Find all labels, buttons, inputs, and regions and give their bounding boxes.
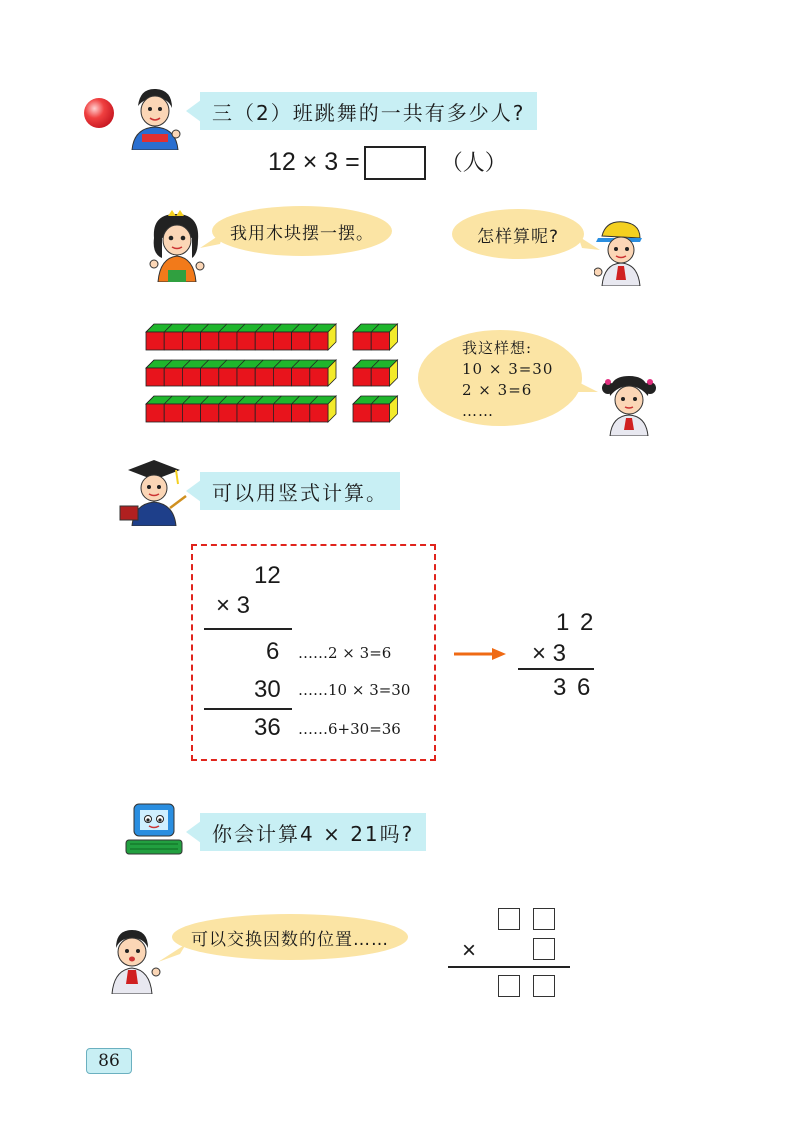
pointing-boy-icon <box>104 926 162 994</box>
computer-character-icon <box>120 800 186 858</box>
boy-character-icon <box>124 84 184 150</box>
multiplicand: 12 <box>254 562 281 589</box>
answer-box[interactable] <box>364 146 426 180</box>
divider-line <box>204 628 292 630</box>
question-text: 三（2）班跳舞的一共有多少人? <box>212 100 526 125</box>
practice-question-bubble <box>200 813 426 851</box>
blank-box[interactable] <box>498 975 520 997</box>
block-cube <box>273 368 291 386</box>
vertical-method-bubble <box>200 472 400 510</box>
girl-speech-bubble <box>212 206 392 256</box>
bubble-tail <box>158 944 186 964</box>
thinking-line-2: 2 × 3=6 <box>462 381 533 399</box>
block-cube <box>353 368 371 386</box>
note-2: ……10 × 3=30 <box>298 681 411 699</box>
equation-text: 12 × 3 = <box>268 148 360 176</box>
short-product: 3 6 <box>553 674 593 701</box>
block-cube <box>237 368 255 386</box>
block-cube <box>164 332 182 350</box>
block-cube <box>310 404 328 422</box>
boy-speech-text: 怎样算呢? <box>476 226 560 247</box>
block-cube <box>273 404 291 422</box>
boy-speech-bubble <box>452 209 584 259</box>
block-cube <box>255 404 273 422</box>
page-number-text: 86 <box>98 1051 120 1071</box>
unit-label: （人） <box>440 151 507 176</box>
blank-box[interactable] <box>533 975 555 997</box>
equation-row <box>268 146 507 180</box>
blank-box[interactable] <box>533 938 555 960</box>
block-cube <box>353 404 371 422</box>
partial-product-1: 6 <box>266 638 280 665</box>
block-cube <box>201 404 219 422</box>
block-cube <box>219 332 237 350</box>
block-cube <box>310 332 328 350</box>
block-cube <box>292 368 310 386</box>
hint-speech-bubble <box>172 914 408 960</box>
pigtail-girl-icon <box>600 370 658 436</box>
block-cube <box>182 332 200 350</box>
practice-mult-sign: × <box>462 937 477 964</box>
thinking-bubble <box>418 330 582 426</box>
red-ball-icon <box>84 98 114 128</box>
block-cube <box>182 368 200 386</box>
partial-product-2: 30 <box>254 676 281 703</box>
block-cube <box>371 404 389 422</box>
girl-character-icon <box>146 208 208 282</box>
block-cube <box>292 404 310 422</box>
capped-boy-icon <box>594 218 650 286</box>
block-cube <box>164 404 182 422</box>
block-cube <box>292 332 310 350</box>
block-cube <box>237 332 255 350</box>
note-1: ……2 × 3=6 <box>298 644 392 662</box>
short-multiplier: × 3 <box>532 640 567 667</box>
hint-text: 可以交换因数的位置…… <box>191 929 389 950</box>
block-cube <box>237 404 255 422</box>
vertical-method-text: 可以用竖式计算。 <box>212 480 388 505</box>
block-cube <box>255 368 273 386</box>
practice-divider-line <box>448 966 570 968</box>
right-arrow-icon <box>454 646 506 662</box>
multiplier-row: × 3 <box>216 592 251 619</box>
block-cube <box>371 368 389 386</box>
page-number <box>86 1048 132 1074</box>
block-cube <box>371 332 389 350</box>
divider-line <box>204 708 292 710</box>
final-product: 36 <box>254 714 281 741</box>
block-cube <box>353 332 371 350</box>
block-cube <box>310 368 328 386</box>
thinking-line-3: …… <box>462 402 494 420</box>
thinking-title: 我这样想: <box>462 339 533 357</box>
block-cube <box>273 332 291 350</box>
block-cube <box>146 404 164 422</box>
practice-question-text: 你会计算4 × 21吗? <box>212 821 415 846</box>
thinking-line-1: 10 × 3=30 <box>462 360 554 378</box>
block-cube <box>146 332 164 350</box>
short-divider-line <box>518 668 594 670</box>
block-cube <box>201 368 219 386</box>
block-cube <box>182 404 200 422</box>
bubble-tail <box>200 232 224 250</box>
girl-speech-text: 我用木块摆一摆。 <box>230 223 374 244</box>
bubble-tail <box>574 380 598 396</box>
block-cube <box>219 368 237 386</box>
block-cube <box>164 368 182 386</box>
block-cube <box>255 332 273 350</box>
block-cube <box>201 332 219 350</box>
short-multiplicand: 1 2 <box>556 609 596 636</box>
graduate-character-icon <box>118 456 190 526</box>
note-3: ……6+30=36 <box>298 720 401 738</box>
blank-box[interactable] <box>533 908 555 930</box>
block-cube <box>219 404 237 422</box>
question-bubble <box>200 92 537 130</box>
blank-box[interactable] <box>498 908 520 930</box>
block-cube <box>146 368 164 386</box>
wooden-blocks-illustration <box>140 318 410 428</box>
